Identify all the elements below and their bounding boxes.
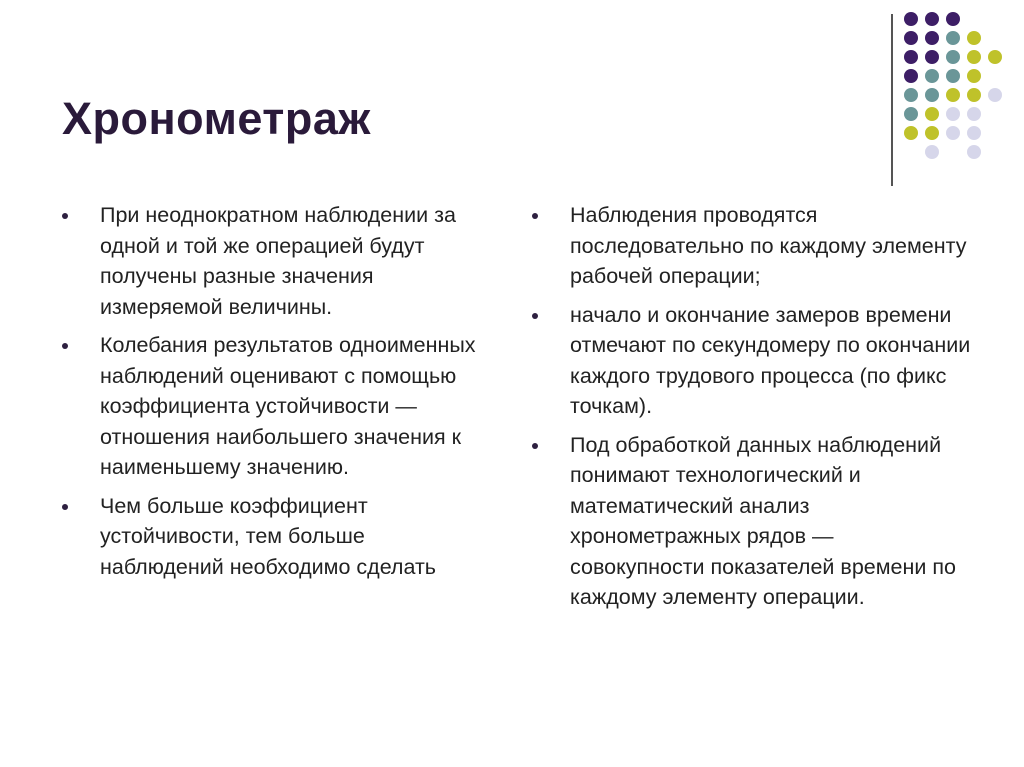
decorative-dot bbox=[967, 69, 981, 83]
left-bullet-list bbox=[62, 200, 492, 590]
list-item bbox=[532, 200, 972, 292]
decorative-dot bbox=[925, 31, 939, 45]
decorative-dot bbox=[946, 69, 960, 83]
decorative-dot bbox=[967, 107, 981, 121]
decorative-dot bbox=[925, 107, 939, 121]
decorative-dot bbox=[967, 145, 981, 159]
decorative-dot bbox=[946, 107, 960, 121]
list-item-text: Под обработкой данных наблюдений понимают технологический и математический анализ хронометражных рядов — совокупности показателей времени по каждому элементу операции. bbox=[570, 432, 956, 609]
decorative-divider-line bbox=[891, 14, 893, 186]
list-item bbox=[532, 430, 972, 613]
decorative-dot bbox=[946, 12, 960, 26]
decorative-dot bbox=[925, 145, 939, 159]
decorative-dot bbox=[904, 126, 918, 140]
decorative-dot bbox=[925, 69, 939, 83]
decorative-dot bbox=[946, 31, 960, 45]
list-item-text: Чем больше коэффициент устойчивости, тем больше наблюдений необходимо сделать bbox=[100, 493, 437, 579]
bullet-icon bbox=[62, 213, 68, 219]
list-item bbox=[62, 491, 492, 583]
decorative-dot bbox=[904, 107, 918, 121]
decorative-dot bbox=[988, 88, 1002, 102]
decorative-dot bbox=[946, 88, 960, 102]
decorative-dot bbox=[967, 88, 981, 102]
right-bullet-list bbox=[532, 200, 972, 621]
bullet-icon bbox=[532, 313, 538, 319]
bullet-icon bbox=[62, 504, 68, 510]
list-item-text: начало и окончание замеров времени отмечают по секундомеру по окончании каждого трудового процесса (по фикс точкам). bbox=[570, 302, 971, 418]
decorative-dot bbox=[904, 69, 918, 83]
slide-title: Хронометраж bbox=[62, 93, 371, 144]
decorative-dot bbox=[925, 88, 939, 102]
bullet-icon bbox=[532, 443, 538, 449]
bullet-icon bbox=[532, 213, 538, 219]
decorative-dot bbox=[904, 50, 918, 64]
decorative-dot bbox=[967, 50, 981, 64]
list-item-text: Колебания результатов одноименных наблюдений оценивают с помощью коэффициента устойчивости — отношения наибольшего значения к наименьшему значению. bbox=[100, 333, 476, 479]
list-item-text: Наблюдения проводятся последовательно по каждому элементу рабочей операции; bbox=[570, 203, 967, 288]
list-item bbox=[62, 330, 492, 483]
decorative-dot-grid bbox=[902, 12, 992, 162]
list-item-text: При неоднократном наблюдении за одной и той же операцией будут получены разные значения измеряемой величины. bbox=[100, 203, 456, 319]
decorative-dot bbox=[925, 50, 939, 64]
decorative-dot bbox=[946, 126, 960, 140]
decorative-dot bbox=[904, 12, 918, 26]
list-item bbox=[532, 300, 972, 422]
decorative-dot bbox=[904, 88, 918, 102]
bullet-icon bbox=[62, 343, 68, 349]
decorative-dot bbox=[946, 50, 960, 64]
decorative-dot bbox=[967, 31, 981, 45]
decorative-dot bbox=[988, 50, 1002, 64]
decorative-dot bbox=[967, 126, 981, 140]
list-item bbox=[62, 200, 492, 322]
decorative-dot bbox=[904, 31, 918, 45]
decorative-dot bbox=[925, 12, 939, 26]
decorative-dot bbox=[925, 126, 939, 140]
